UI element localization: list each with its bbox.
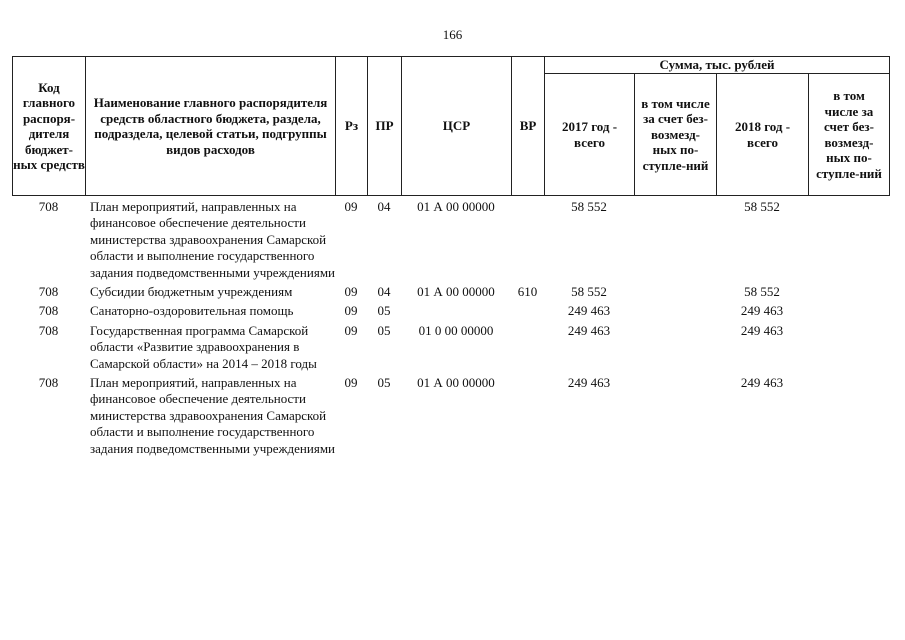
row-rz: 09 <box>344 199 358 214</box>
header-vr: ВР <box>512 57 545 196</box>
row-2017: 58 552 <box>571 284 607 300</box>
row-2017-free <box>634 372 716 457</box>
header-2017: 2017 год - всего <box>545 74 635 196</box>
row-csr: 01 А 00 00000 <box>417 199 495 214</box>
header-2018-free: в том числе за счет без-возмезд-ных по-ступле-ний <box>809 74 890 196</box>
row-rz: 09 <box>344 303 358 319</box>
table-row <box>12 320 889 372</box>
row-2017: 249 463 <box>567 322 611 338</box>
page-number: 166 <box>442 27 463 42</box>
row-pr: 05 <box>377 375 391 391</box>
row-csr <box>401 300 511 319</box>
row-2017-free <box>634 300 716 319</box>
row-code: 708 <box>38 322 59 338</box>
row-code: 708 <box>38 375 59 391</box>
row-csr: 01 А 00 00000 <box>417 284 495 300</box>
row-2018: 249 463 <box>740 322 784 338</box>
row-2017: 249 463 <box>567 375 611 391</box>
row-rz: 09 <box>344 284 358 300</box>
row-vr <box>511 198 544 281</box>
row-2018: 58 552 <box>744 199 780 214</box>
row-pr: 04 <box>377 199 391 214</box>
header-code: Код главного распоря-дителя бюджет-ных средств <box>13 57 86 196</box>
header-name: Наименование главного распорядителя средств областного бюджета, раздела, подраздела, целевой статьи, подгруппы видов расходов <box>86 57 336 196</box>
row-vr <box>511 320 544 372</box>
table-row <box>12 281 889 300</box>
row-rz: 09 <box>344 322 358 338</box>
row-pr: 05 <box>377 303 391 319</box>
row-vr: 610 <box>517 284 538 300</box>
row-csr: 01 А 00 00000 <box>417 375 495 391</box>
row-2017: 249 463 <box>567 303 611 319</box>
header-csr: ЦСР <box>402 57 512 196</box>
row-2018: 249 463 <box>740 375 784 391</box>
row-2018-free <box>808 198 889 281</box>
header-2017-free: в том числе за счет без-возмезд-ных по-ступле-ний <box>635 74 717 196</box>
row-vr <box>511 300 544 319</box>
header-2018: 2018 год - всего <box>717 74 809 196</box>
row-2017-free <box>634 281 716 300</box>
row-name: План мероприятий, направленных на финансовое обеспечение деятельности министерства здравоохранения Самарской области и выполнение государственного задания подведомственными учреждениями <box>90 199 336 280</box>
row-name: План мероприятий, направленных на финансовое обеспечение деятельности министерства здравоохранения Самарской области и выполнение государственного задания подведомственными учреждениями <box>90 375 336 456</box>
row-name: Государственная программа Самарской области «Развитие здравоохранения в Самарской области» на 2014 – 2018 годы <box>90 322 317 371</box>
row-name: Санаторно-оздоровительная помощь <box>90 303 294 319</box>
row-2017-free <box>634 198 716 281</box>
row-2018-free <box>808 300 889 319</box>
row-2018-free <box>808 320 889 372</box>
row-2017-free <box>634 320 716 372</box>
row-2017: 58 552 <box>571 199 607 214</box>
table-row <box>12 198 889 281</box>
row-vr <box>511 372 544 457</box>
table-row <box>12 372 889 457</box>
header-sum: Сумма, тыс. рублей <box>545 57 890 74</box>
row-name: Субсидии бюджетным учреждениям <box>90 284 293 300</box>
row-code: 708 <box>38 199 59 214</box>
table-header <box>12 56 890 196</box>
row-csr: 01 0 00 00000 <box>418 322 494 338</box>
row-pr: 05 <box>377 322 391 338</box>
row-code: 708 <box>38 284 59 300</box>
row-code: 708 <box>38 303 59 319</box>
table-body <box>12 198 889 457</box>
header-pr: ПР <box>368 57 402 196</box>
row-pr: 04 <box>377 284 391 300</box>
header-rz: Рз <box>336 57 368 196</box>
table-row <box>12 300 889 319</box>
row-2018-free <box>808 281 889 300</box>
row-rz: 09 <box>344 375 358 391</box>
row-2018: 58 552 <box>744 284 780 300</box>
row-2018-free <box>808 372 889 457</box>
row-2018: 249 463 <box>740 303 784 319</box>
